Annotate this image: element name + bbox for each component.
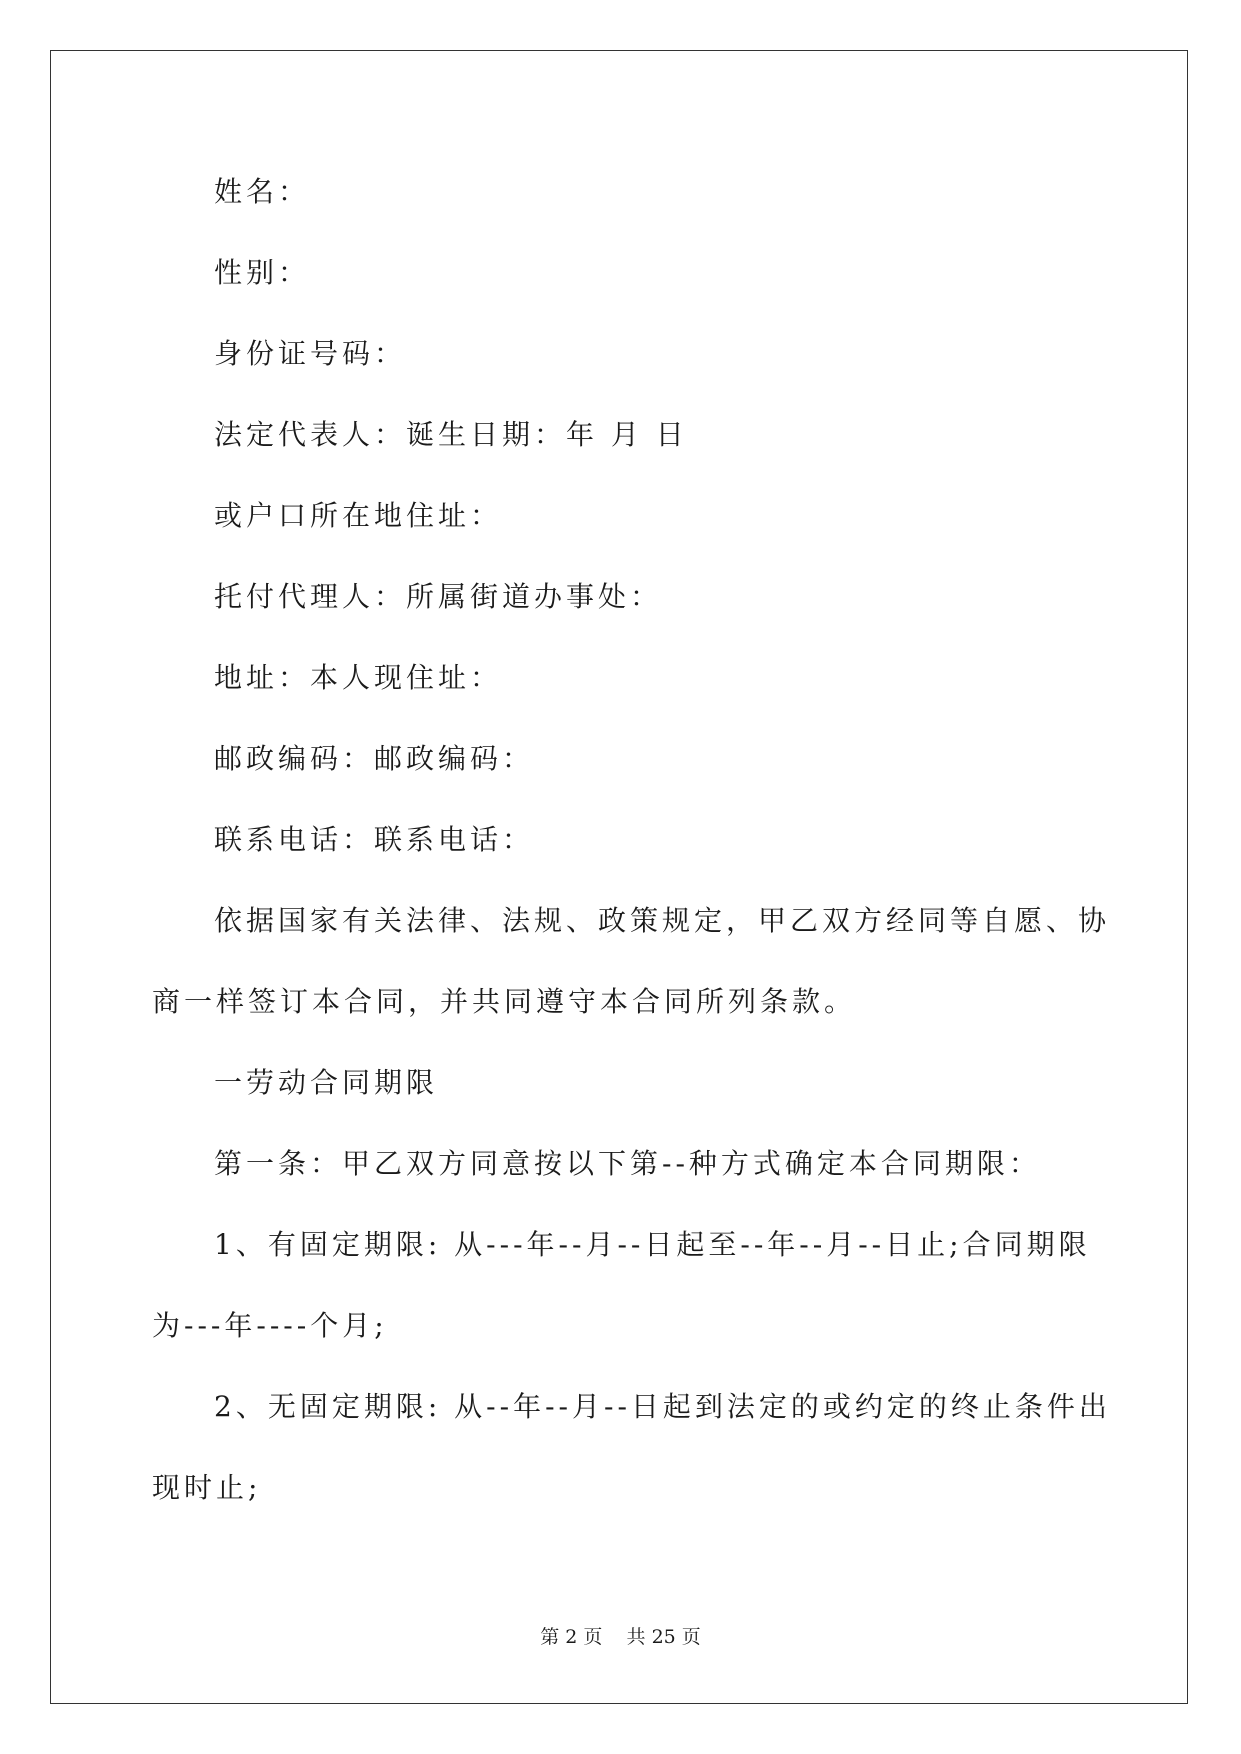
field-agent-street-office: 托付代理人：所属街道办事处： [214,580,663,613]
clause-open-term-line1: 2、无固定期限: 从--年--月--日起到法定的或约定的终止条件出 [214,1390,1111,1423]
field-name: 姓名： [214,175,311,208]
page-border [50,50,1188,1704]
paragraph-intro-line1: 依据国家有关法律、法规、政策规定，甲乙双方经同等自愿、协 [214,904,1111,937]
page-number-footer: 第 2 页 共 25 页 [540,1626,701,1648]
article-one: 第一条：甲乙双方同意按以下第--种方式确定本合同期限： [214,1147,1041,1180]
clause-open-term-line2: 现时止; [152,1471,262,1504]
clause-fixed-term-line2: 为---年----个月; [152,1309,388,1342]
section-heading: 一劳动合同期限 [214,1066,439,1099]
field-id-number: 身份证号码： [214,337,407,370]
clause-fixed-term-line1: 1、有固定期限: 从---年--月--日起至--年--月--日止;合同期限 [214,1228,1091,1261]
field-gender: 性别： [214,256,311,289]
paragraph-intro-line2: 商一样签订本合同，并共同遵守本合同所列条款。 [152,985,857,1018]
field-phone: 联系电话：联系电话： [214,823,535,856]
field-postal-code: 邮政编码：邮政编码： [214,742,535,775]
field-address: 地址：本人现住址： [214,661,503,694]
field-legal-rep-birthdate: 法定代表人：诞生日期：年 月 日 [214,418,688,451]
field-household-address: 或户口所在地住址： [214,499,503,532]
